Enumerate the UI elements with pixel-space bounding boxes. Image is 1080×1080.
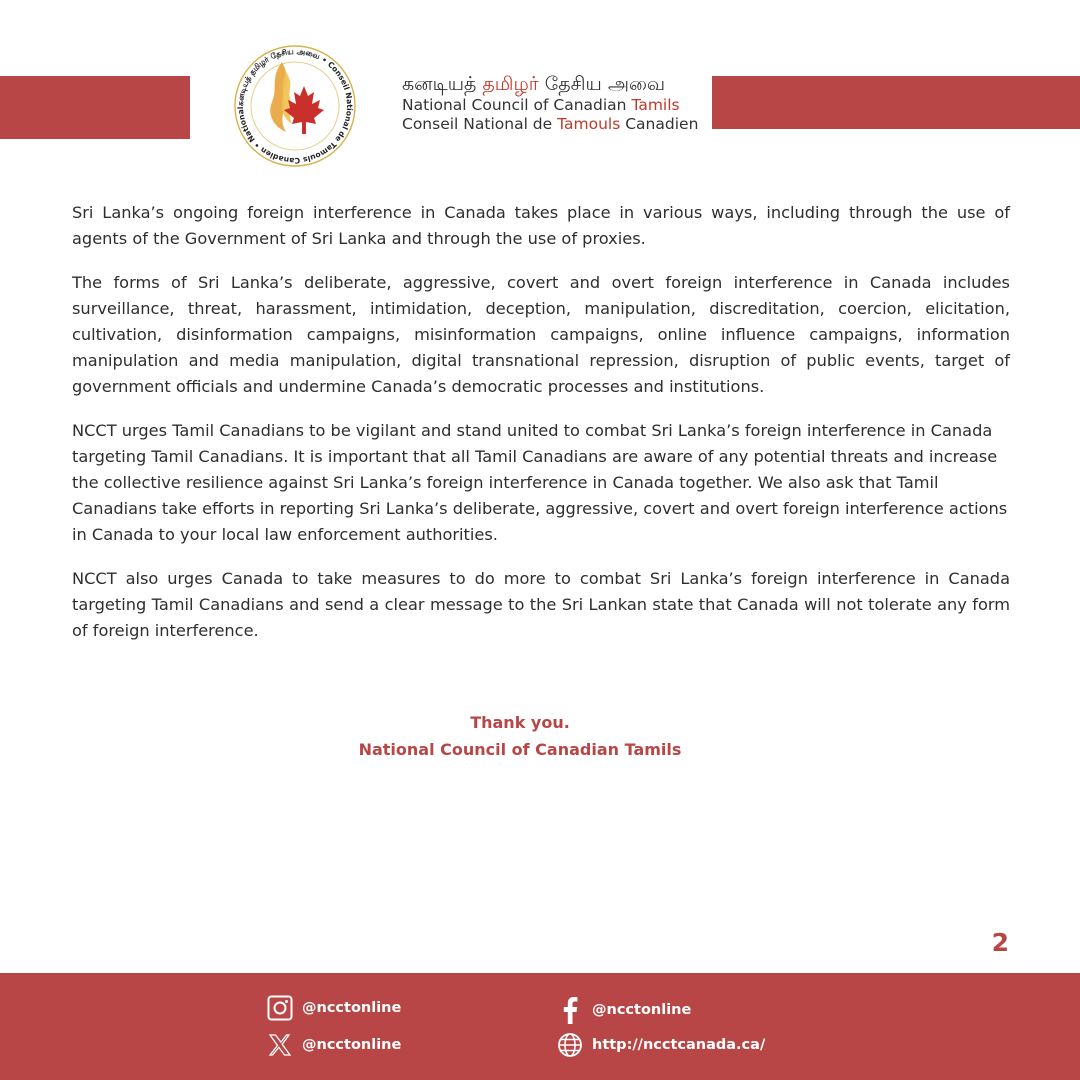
x-icon	[266, 1031, 294, 1059]
signoff	[0, 709, 1040, 763]
org-name-english-highlight: Tamils	[631, 96, 680, 114]
org-name-tamil-highlight: தமிழர்	[482, 73, 539, 95]
logo-ring-text: கனடியத் தமிழர் தேசிய அவை • Conseil National de Tamouls Canadien • National	[235, 46, 355, 166]
instagram-link[interactable]	[266, 994, 401, 1022]
signoff-thanks: Thank you.	[470, 713, 570, 732]
org-name-french	[402, 114, 699, 133]
header-band-right	[712, 76, 1080, 129]
org-name-french-part1: Conseil National de	[402, 114, 558, 133]
paragraph-4: NCCT also urges Canada to take measures to do more to combat Sri Lanka’s foreign interference in Canada targeting Tamil Canadians and send a clear message to the Sri Lankan state that Canada will not tolerate any form of foreign interference.	[72, 569, 1010, 640]
x-handle: @ncctonline	[302, 1037, 402, 1053]
instagram-icon	[266, 994, 294, 1022]
org-name-tamil-part3: தேசிய அவை	[538, 73, 666, 95]
paragraph-3: NCCT urges Tamil Canadians to be vigilant and stand united to combat Sri Lanka’s foreign interference in Canada targeting Tamil Canadians. It is important that all Tamil Canadians are aware of any potential threats and increase the collective resilience against Sri Lanka’s foreign interference in Canada together. We also ask that Tamil Canadians take efforts in reporting Sri Lanka’s deliberate, aggressive, covert and overt foreign interference actions in Canada to your local law enforcement authorities.	[72, 421, 1008, 544]
instagram-handle: @ncctonline	[302, 1000, 402, 1016]
ncct-logo-graphic	[212, 44, 378, 168]
header-band-left	[0, 76, 190, 139]
signoff-organization: National Council of Canadian Tamils	[358, 740, 682, 759]
page-number: 2	[991, 928, 1009, 957]
paragraph-1: Sri Lanka’s ongoing foreign interference in Canada takes place in various ways, including through the use of agents of the Government of Sri Lanka and through the use of proxies.	[72, 203, 1010, 248]
x-link[interactable]	[266, 1031, 401, 1059]
statement-body	[72, 200, 1010, 662]
website-url: http://ncctcanada.ca/	[592, 1037, 766, 1053]
website-link[interactable]	[556, 1031, 765, 1059]
org-name-tamil	[402, 75, 698, 94]
globe-icon	[556, 1031, 584, 1059]
paragraph-2: The forms of Sri Lanka’s deliberate, aggressive, covert and overt foreign interference in Canada includes surveillance, threat, harassment, intimidation, deception, manipulation, discreditation, coercion, elicitation, cultivation, disinformation campaigns, misinformation campaigns, online influence campaigns, information manipulation and media manipulation, digital transnational repression, disruption of public events, target of government officials and undermine Canada’s democratic processes and institutions.	[72, 273, 1010, 396]
footer	[0, 973, 1080, 1080]
ncct-logo	[212, 44, 378, 168]
org-name-french-part3: Canadien	[620, 114, 699, 133]
facebook-icon	[556, 996, 584, 1024]
organization-names	[402, 75, 698, 132]
org-name-tamil-part1: கனடியத்	[402, 73, 483, 95]
org-name-french-highlight: Tamouls	[557, 114, 621, 133]
org-name-english	[402, 98, 698, 114]
facebook-handle: @ncctonline	[592, 1002, 692, 1018]
facebook-link[interactable]	[556, 996, 691, 1024]
org-name-english-part1: National Council of Canadian	[402, 96, 632, 114]
